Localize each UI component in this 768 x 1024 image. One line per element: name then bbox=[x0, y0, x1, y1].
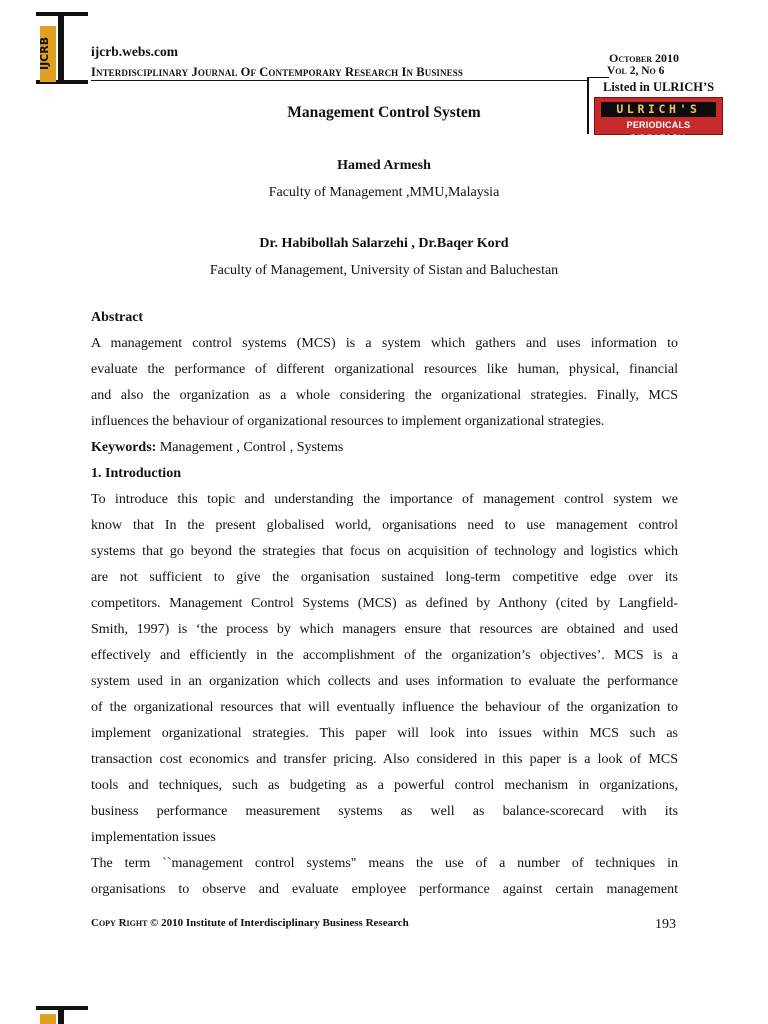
abstract-line: A management control systems (MCS) is a system which gathers and uses information to bbox=[91, 336, 678, 351]
intro-line: To introduce this topic and understanding the importance of management control system we bbox=[91, 492, 678, 507]
intro-line: The term ``management control systems" means the use of a number of techniques in bbox=[91, 856, 678, 871]
badge-subtitle: PERIODICALS DIRECTORY. bbox=[626, 120, 691, 143]
intro-line: of the organizational resources that will eventually influence the behaviour of the organization to bbox=[91, 700, 678, 715]
copyright-label: Copy Right © 2010 bbox=[91, 917, 184, 929]
intro-line: business performance measurement systems as well as balance-scorecard with its bbox=[91, 804, 678, 819]
intro-line: system used in an organization which collects and uses information to evaluate the performance bbox=[91, 674, 678, 689]
intro-line: implementation issues bbox=[91, 830, 216, 845]
header-rule-right bbox=[587, 77, 609, 78]
abstract-line: evaluate the performance of different organizational resources like human, physical, financial bbox=[91, 362, 678, 377]
intro-line: are not sufficient to give the organisation sustained long-term competitive edge over its bbox=[91, 570, 678, 585]
svg-text:IJCRB: IJCRB bbox=[38, 36, 51, 70]
abstract-line: and also the organization as a whole considering the organizational strategies. Finally, MCS bbox=[91, 388, 678, 403]
author-primary: Hamed Armesh bbox=[337, 158, 431, 173]
paper-title: Management Control System bbox=[287, 104, 481, 121]
abstract-line: influences the behaviour of organizational resources to implement organizational strategies. bbox=[91, 414, 605, 429]
issue-date: October 2010 bbox=[609, 51, 679, 65]
intro-line: Smith, 1997) is ‘the process by which managers ensure that resources are obtained and used bbox=[91, 622, 678, 637]
intro-line: tools and techniques, such as budgeting as a powerful control mechanism in organizations, bbox=[91, 778, 678, 793]
authors-secondary: Dr. Habibollah Salarzehi , Dr.Baqer Kord bbox=[259, 236, 509, 251]
journal-logo-next-page bbox=[36, 1006, 92, 1024]
keywords bbox=[91, 435, 678, 461]
intro-line: effectively and efficiently in the accomplishment of the organization’s objectives’. MCS is a bbox=[91, 648, 678, 663]
page-number: 193 bbox=[655, 917, 676, 932]
intro-line: implement organizational strategies. This paper will look into issues within MCS such as bbox=[91, 726, 678, 741]
badge-title: ULRICH'S bbox=[601, 102, 716, 117]
abstract-section bbox=[91, 305, 678, 903]
affiliation-secondary: Faculty of Management, University of Sistan and Baluchestan bbox=[209, 263, 559, 278]
copyright-footer bbox=[91, 917, 409, 929]
intro-line: organisations to observe and evaluate employee performance against certain management bbox=[91, 882, 678, 897]
abstract-heading: Abstract bbox=[91, 310, 144, 325]
ijcrb-logo-icon bbox=[36, 1006, 92, 1024]
keywords-value: Management , Control , Systems bbox=[156, 440, 344, 455]
header-rule bbox=[91, 80, 587, 81]
intro-line: competitors. Management Control Systems (MCS) as defined by Anthony (cited by Langfield- bbox=[91, 596, 678, 611]
intro-line: know that In the present globalised world, organisations need to use management control bbox=[91, 518, 678, 533]
intro-line: transaction cost economics and transfer pricing. Also considered in this paper is a look of MCS bbox=[91, 752, 678, 767]
ijcrb-logo-icon bbox=[36, 12, 92, 84]
institute-name: Institute of Interdisciplinary Business Research bbox=[183, 917, 409, 929]
journal-name: Interdisciplinary Journal Of Contemporary Research In Business bbox=[91, 65, 463, 79]
listing-note: Listed in ULRICH’S bbox=[603, 80, 715, 94]
affiliation-primary: Faculty of Management ,MMU,Malaysia bbox=[268, 185, 500, 200]
intro-line: systems that go beyond the strategies that focus on acquisition of technology and logistics which bbox=[91, 544, 678, 559]
journal-website: ijcrb.webs.com bbox=[91, 44, 178, 59]
journal-logo bbox=[36, 12, 92, 84]
intro-heading: 1. Introduction bbox=[91, 466, 181, 481]
issue-volume: Vol 2, No 6 bbox=[607, 65, 665, 77]
keywords-label: Keywords: bbox=[91, 440, 157, 455]
